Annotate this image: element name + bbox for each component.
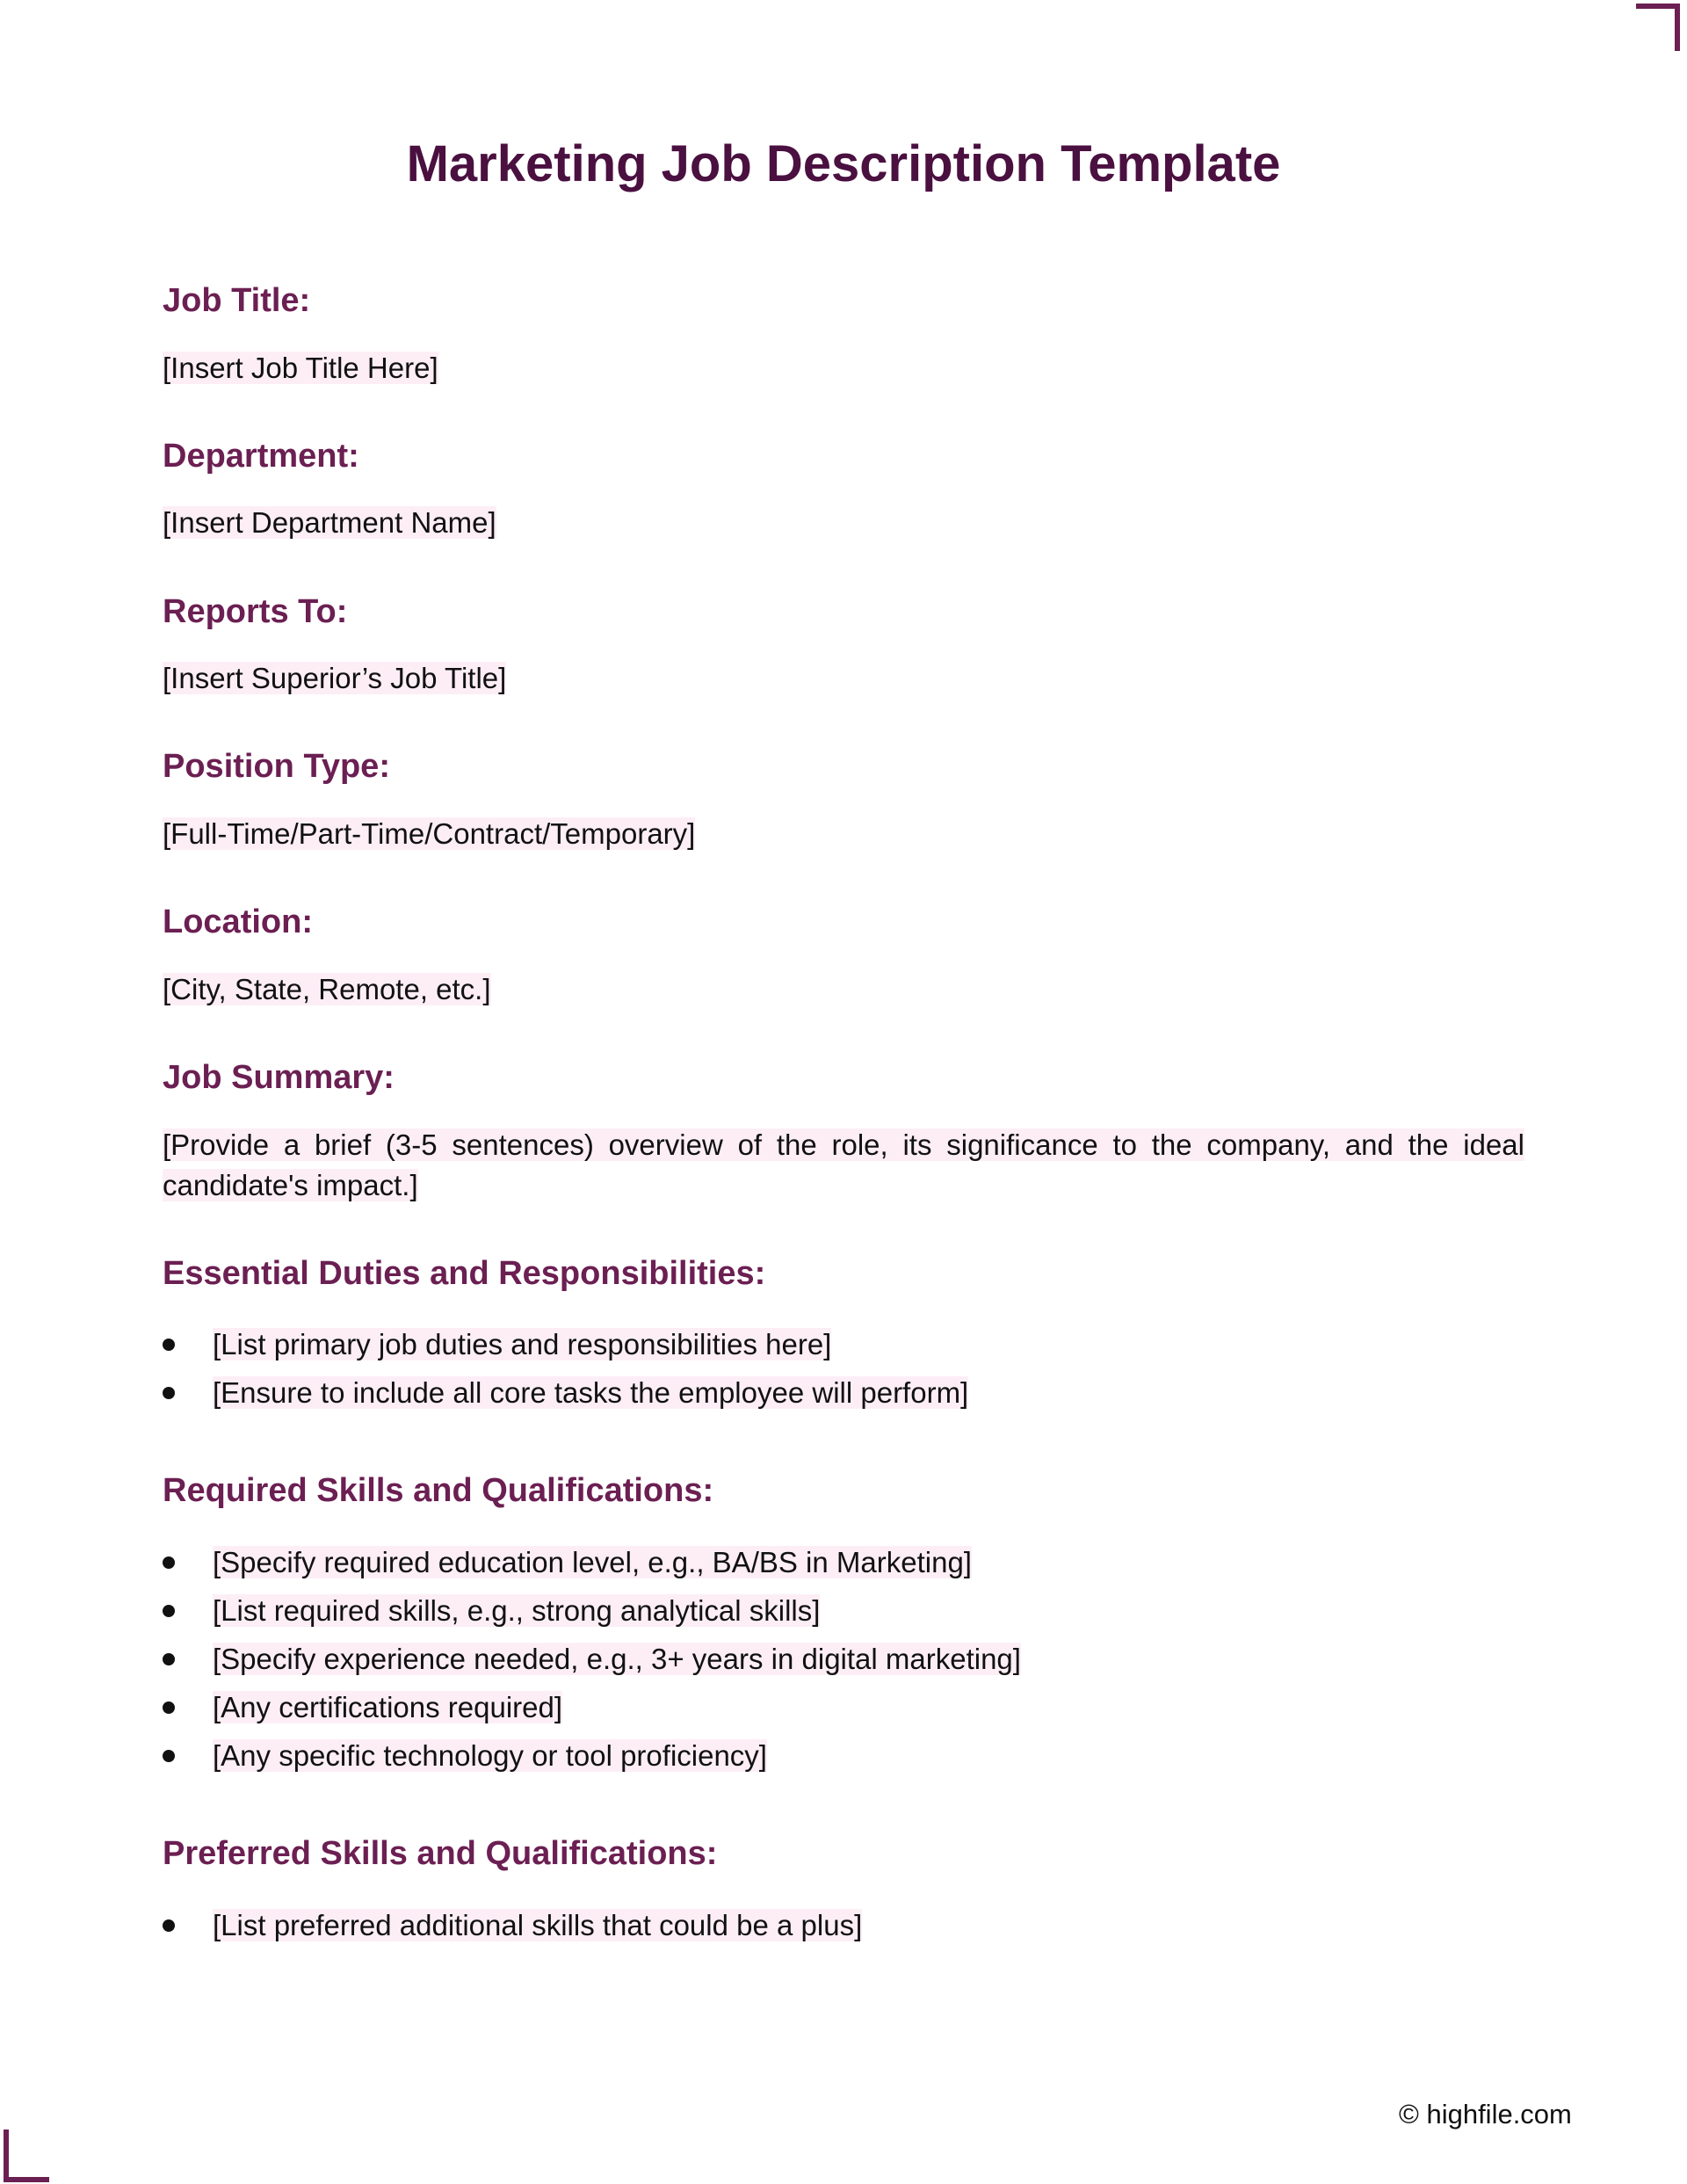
corner-mark-top-right: [1636, 4, 1680, 51]
bullet-dot-icon: [163, 1919, 175, 1932]
reports-to-placeholder: [Insert Superior’s Job Title]: [163, 662, 507, 695]
department-value: [163, 503, 1524, 543]
list-item-text: [Any specific technology or tool proficiency]: [213, 1739, 767, 1773]
location-heading: Location:: [163, 903, 313, 941]
page-title: Marketing Job Description Template: [406, 135, 1281, 192]
reports-to-heading: Reports To:: [163, 592, 348, 630]
list-item: [163, 1635, 1524, 1683]
footer-copyright: © highfile.com: [1399, 2099, 1572, 2130]
position-type-placeholder: [Full-Time/Part-Time/Contract/Temporary]: [163, 816, 696, 850]
bullet-dot-icon: [163, 1605, 175, 1617]
bullet-dot-icon: [163, 1653, 175, 1665]
job-summary-placeholder: [Provide a brief (3-5 sentences) overview of the role, its significance to the company, and the ideal candidate's impact.]: [163, 1128, 1524, 1201]
job-title-value: [163, 348, 1524, 388]
bullet-dot-icon: [163, 1387, 175, 1399]
list-item-text: [Specify required education level, e.g., BA/BS in Marketing]: [213, 1546, 972, 1579]
department-placeholder: [Insert Department Name]: [163, 506, 496, 540]
required-skills-list: [163, 1538, 1524, 1780]
list-item-text: [Any certifications required]: [213, 1691, 563, 1724]
job-summary-heading: Job Summary:: [163, 1058, 395, 1096]
corner-mark-bottom-left: [4, 2130, 49, 2182]
required-skills-heading: Required Skills and Qualifications:: [163, 1472, 714, 1510]
list-item-text: [Specify experience needed, e.g., 3+ years in digital marketing]: [213, 1643, 1021, 1676]
location-placeholder: [City, State, Remote, etc.]: [163, 972, 491, 1005]
job-title-heading: Job Title:: [163, 282, 311, 319]
bullet-dot-icon: [163, 1556, 175, 1569]
essential-duties-list: [163, 1320, 1524, 1417]
department-heading: Department:: [163, 437, 359, 475]
position-type-value: [163, 814, 1524, 854]
list-item: [163, 1683, 1524, 1731]
list-item-text: [Ensure to include all core tasks the employee will perform]: [213, 1376, 969, 1410]
list-item: [163, 1320, 1524, 1368]
preferred-skills-list: [163, 1901, 1524, 1949]
position-type-heading: Position Type:: [163, 748, 390, 786]
list-item-text: [List primary job duties and responsibilities here]: [213, 1328, 832, 1361]
list-item: [163, 1538, 1524, 1586]
job-summary-value: [163, 1125, 1524, 1206]
list-item: [163, 1731, 1524, 1780]
bullet-dot-icon: [163, 1750, 175, 1762]
list-item: [163, 1368, 1524, 1417]
list-item-text: [List required skills, e.g., strong analytical skills]: [213, 1594, 821, 1628]
document-body: [163, 281, 1524, 2004]
essential-duties-heading: Essential Duties and Responsibilities:: [163, 1254, 766, 1292]
list-item-text: [List preferred additional skills that could be a plus]: [213, 1908, 863, 1941]
preferred-skills-heading: Preferred Skills and Qualifications:: [163, 1835, 718, 1873]
bullet-dot-icon: [163, 1339, 175, 1351]
location-value: [163, 969, 1524, 1010]
job-title-placeholder: [Insert Job Title Here]: [163, 351, 438, 384]
bullet-dot-icon: [163, 1701, 175, 1714]
list-item: [163, 1901, 1524, 1949]
list-item: [163, 1586, 1524, 1635]
reports-to-value: [163, 658, 1524, 699]
